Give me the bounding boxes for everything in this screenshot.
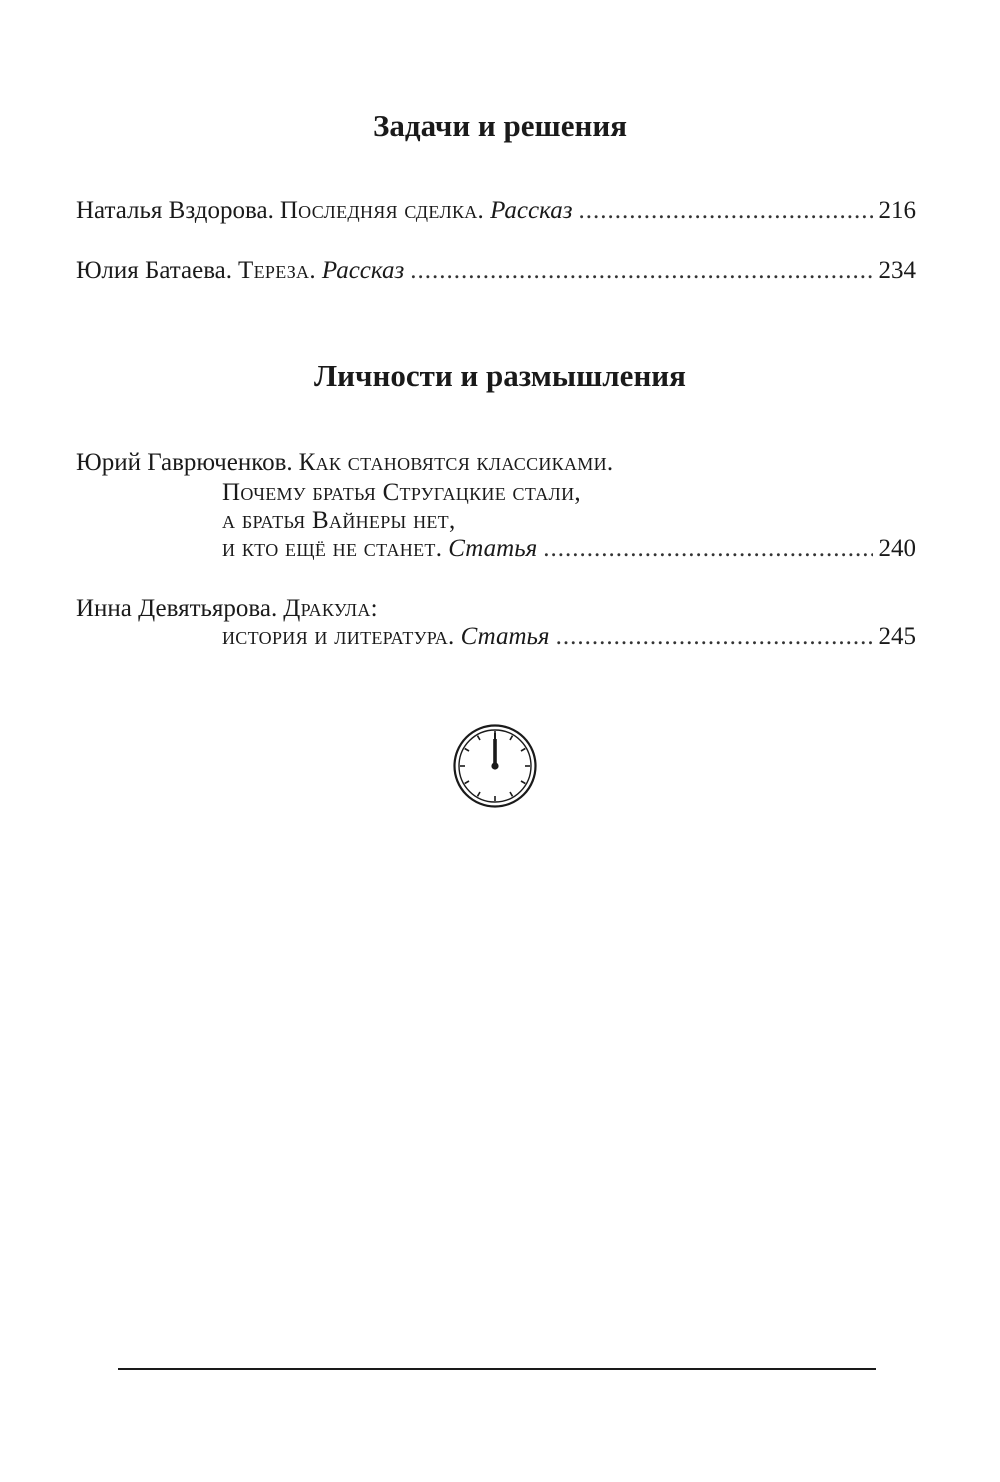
entry-title-line-2: Почему братья Стругацкие стали, <box>222 479 581 506</box>
entry-title: Тереза. <box>238 257 316 284</box>
entry-author: Юлия Батаева. <box>76 257 233 284</box>
leader-dots <box>578 196 872 226</box>
entry-genre: Рассказ <box>490 197 573 224</box>
leader-dots <box>556 622 873 652</box>
toc-entry-gavryuchenkov[interactable] <box>76 448 916 478</box>
entry-title-line-2: история и литература. <box>222 623 455 650</box>
clock-tick <box>521 749 525 752</box>
entry-page-number: 234 <box>878 257 916 284</box>
entry-title-line-4: и кто ещё не станет. <box>222 535 443 562</box>
entry-title: Последняя сделка. <box>279 197 485 224</box>
entry-title-line-1: Как становятся классиками. <box>298 449 614 476</box>
entry-genre: Статья <box>460 623 550 650</box>
clock-icon <box>452 723 538 814</box>
clock-tick <box>478 792 481 796</box>
leader-dots <box>543 534 872 564</box>
clock-tick <box>521 781 525 784</box>
toc-entry-devyatyarova-cont[interactable] <box>222 622 916 652</box>
leader-dots <box>410 256 872 286</box>
entry-title-line-1: Дракула: <box>283 595 378 622</box>
toc-entry-bataeva[interactable] <box>76 256 916 286</box>
clock-tick <box>478 736 481 740</box>
toc-entry-gavryuchenkov-cont-1 <box>222 478 916 508</box>
clock-tick <box>465 749 469 752</box>
toc-entry-devyatyarova[interactable] <box>76 594 916 624</box>
entry-title-line-3: а братья Вайнеры нет, <box>222 507 456 534</box>
section-title-tasks: Задачи и решения <box>373 108 627 143</box>
entry-author: Юрий Гаврюченков. <box>76 449 293 476</box>
section-title-personalities: Личности и размышления <box>314 358 686 393</box>
toc-entry-gavryuchenkov-cont-3[interactable] <box>222 534 916 564</box>
entry-page-number: 245 <box>878 623 916 650</box>
toc-entry-gavryuchenkov-cont-2 <box>222 506 916 536</box>
clock-tick <box>510 736 513 740</box>
clock-tick <box>510 792 513 796</box>
entry-genre: Статья <box>448 535 538 562</box>
entry-author: Наталья Вздорова. <box>76 197 274 224</box>
entry-genre: Рассказ <box>321 257 405 284</box>
entry-author: Инна Девятьярова. <box>76 595 278 622</box>
toc-entry-vzdorova[interactable] <box>76 196 916 226</box>
entry-page-number: 240 <box>878 535 916 562</box>
entry-page-number: 216 <box>878 197 916 224</box>
clock-tick <box>465 781 469 784</box>
bottom-rule <box>118 1368 876 1370</box>
